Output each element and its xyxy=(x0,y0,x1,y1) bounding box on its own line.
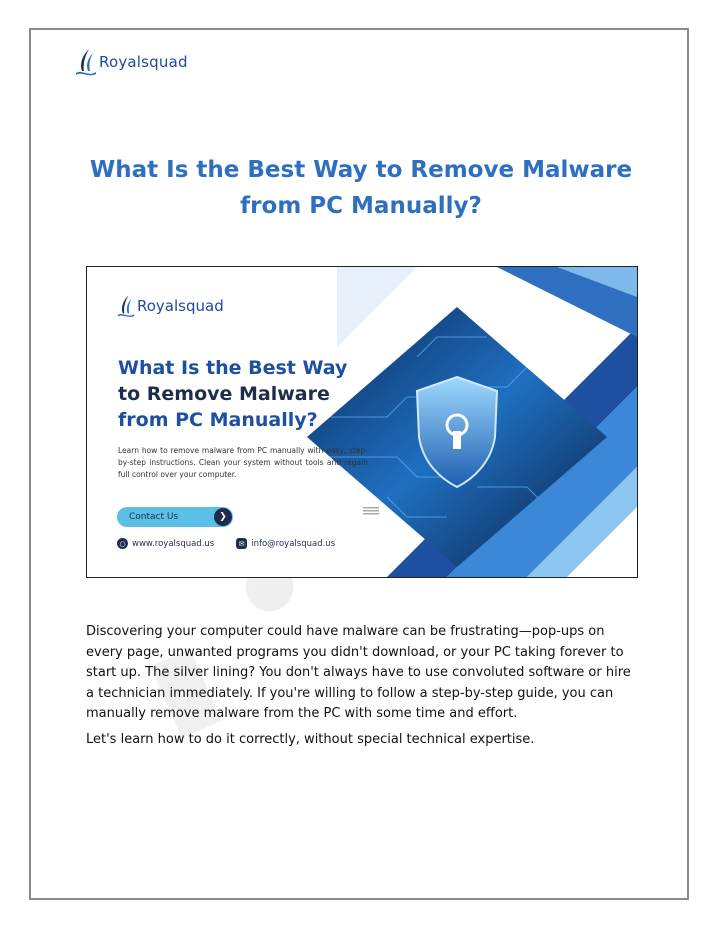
title-line-2: from PC Manually? xyxy=(240,193,482,219)
body-paragraph-1: Discovering your computer could have malware can be frustrating—pop-ups on every page, unwanted programs you didn't download, or your PC taking forever to start up. The silver lining? You don't always have to use convoluted software or hire a technician immediately. If you're willing to follow a step-by-step guide, you can manually remove malware from the PC with some time and effort. xyxy=(86,624,631,721)
banner-logo-text: Royalsquad xyxy=(137,297,224,315)
banner-email: info@royalsquad.us xyxy=(251,538,336,549)
contact-us-button xyxy=(117,507,233,527)
mail-icon: ✉ xyxy=(236,538,247,549)
logo-mark-icon xyxy=(75,47,97,77)
document-page xyxy=(29,28,689,900)
contact-us-label: Contact Us xyxy=(129,512,179,522)
banner-logo xyxy=(117,293,224,319)
banner-title-line-2: to Remove Malware xyxy=(118,383,330,405)
banner-contact-info xyxy=(117,538,335,549)
body-paragraph-2: Let's learn how to do it correctly, without special technical expertise. xyxy=(86,732,535,747)
banner-title xyxy=(118,355,368,433)
globe-icon: ○ xyxy=(117,538,128,549)
arrow-right-icon: ❯ xyxy=(214,508,232,526)
logo-text: Royalsquad xyxy=(99,53,188,71)
title-line-1: What Is the Best Way to Remove Malware xyxy=(89,157,633,183)
header-logo xyxy=(75,42,188,82)
logo-mark-icon xyxy=(117,293,135,319)
banner-title-line-3: from PC Manually? xyxy=(118,409,318,431)
banner-description: Learn how to remove malware from PC manually with easy, step-by-step instructions. Clean your system without tools and regain full control over your computer. xyxy=(118,446,368,479)
banner-title-line-1: What Is the Best Way xyxy=(118,357,348,379)
banner-website: www.royalsquad.us xyxy=(132,538,215,549)
featured-banner-image xyxy=(86,266,638,578)
page-title xyxy=(31,152,689,224)
